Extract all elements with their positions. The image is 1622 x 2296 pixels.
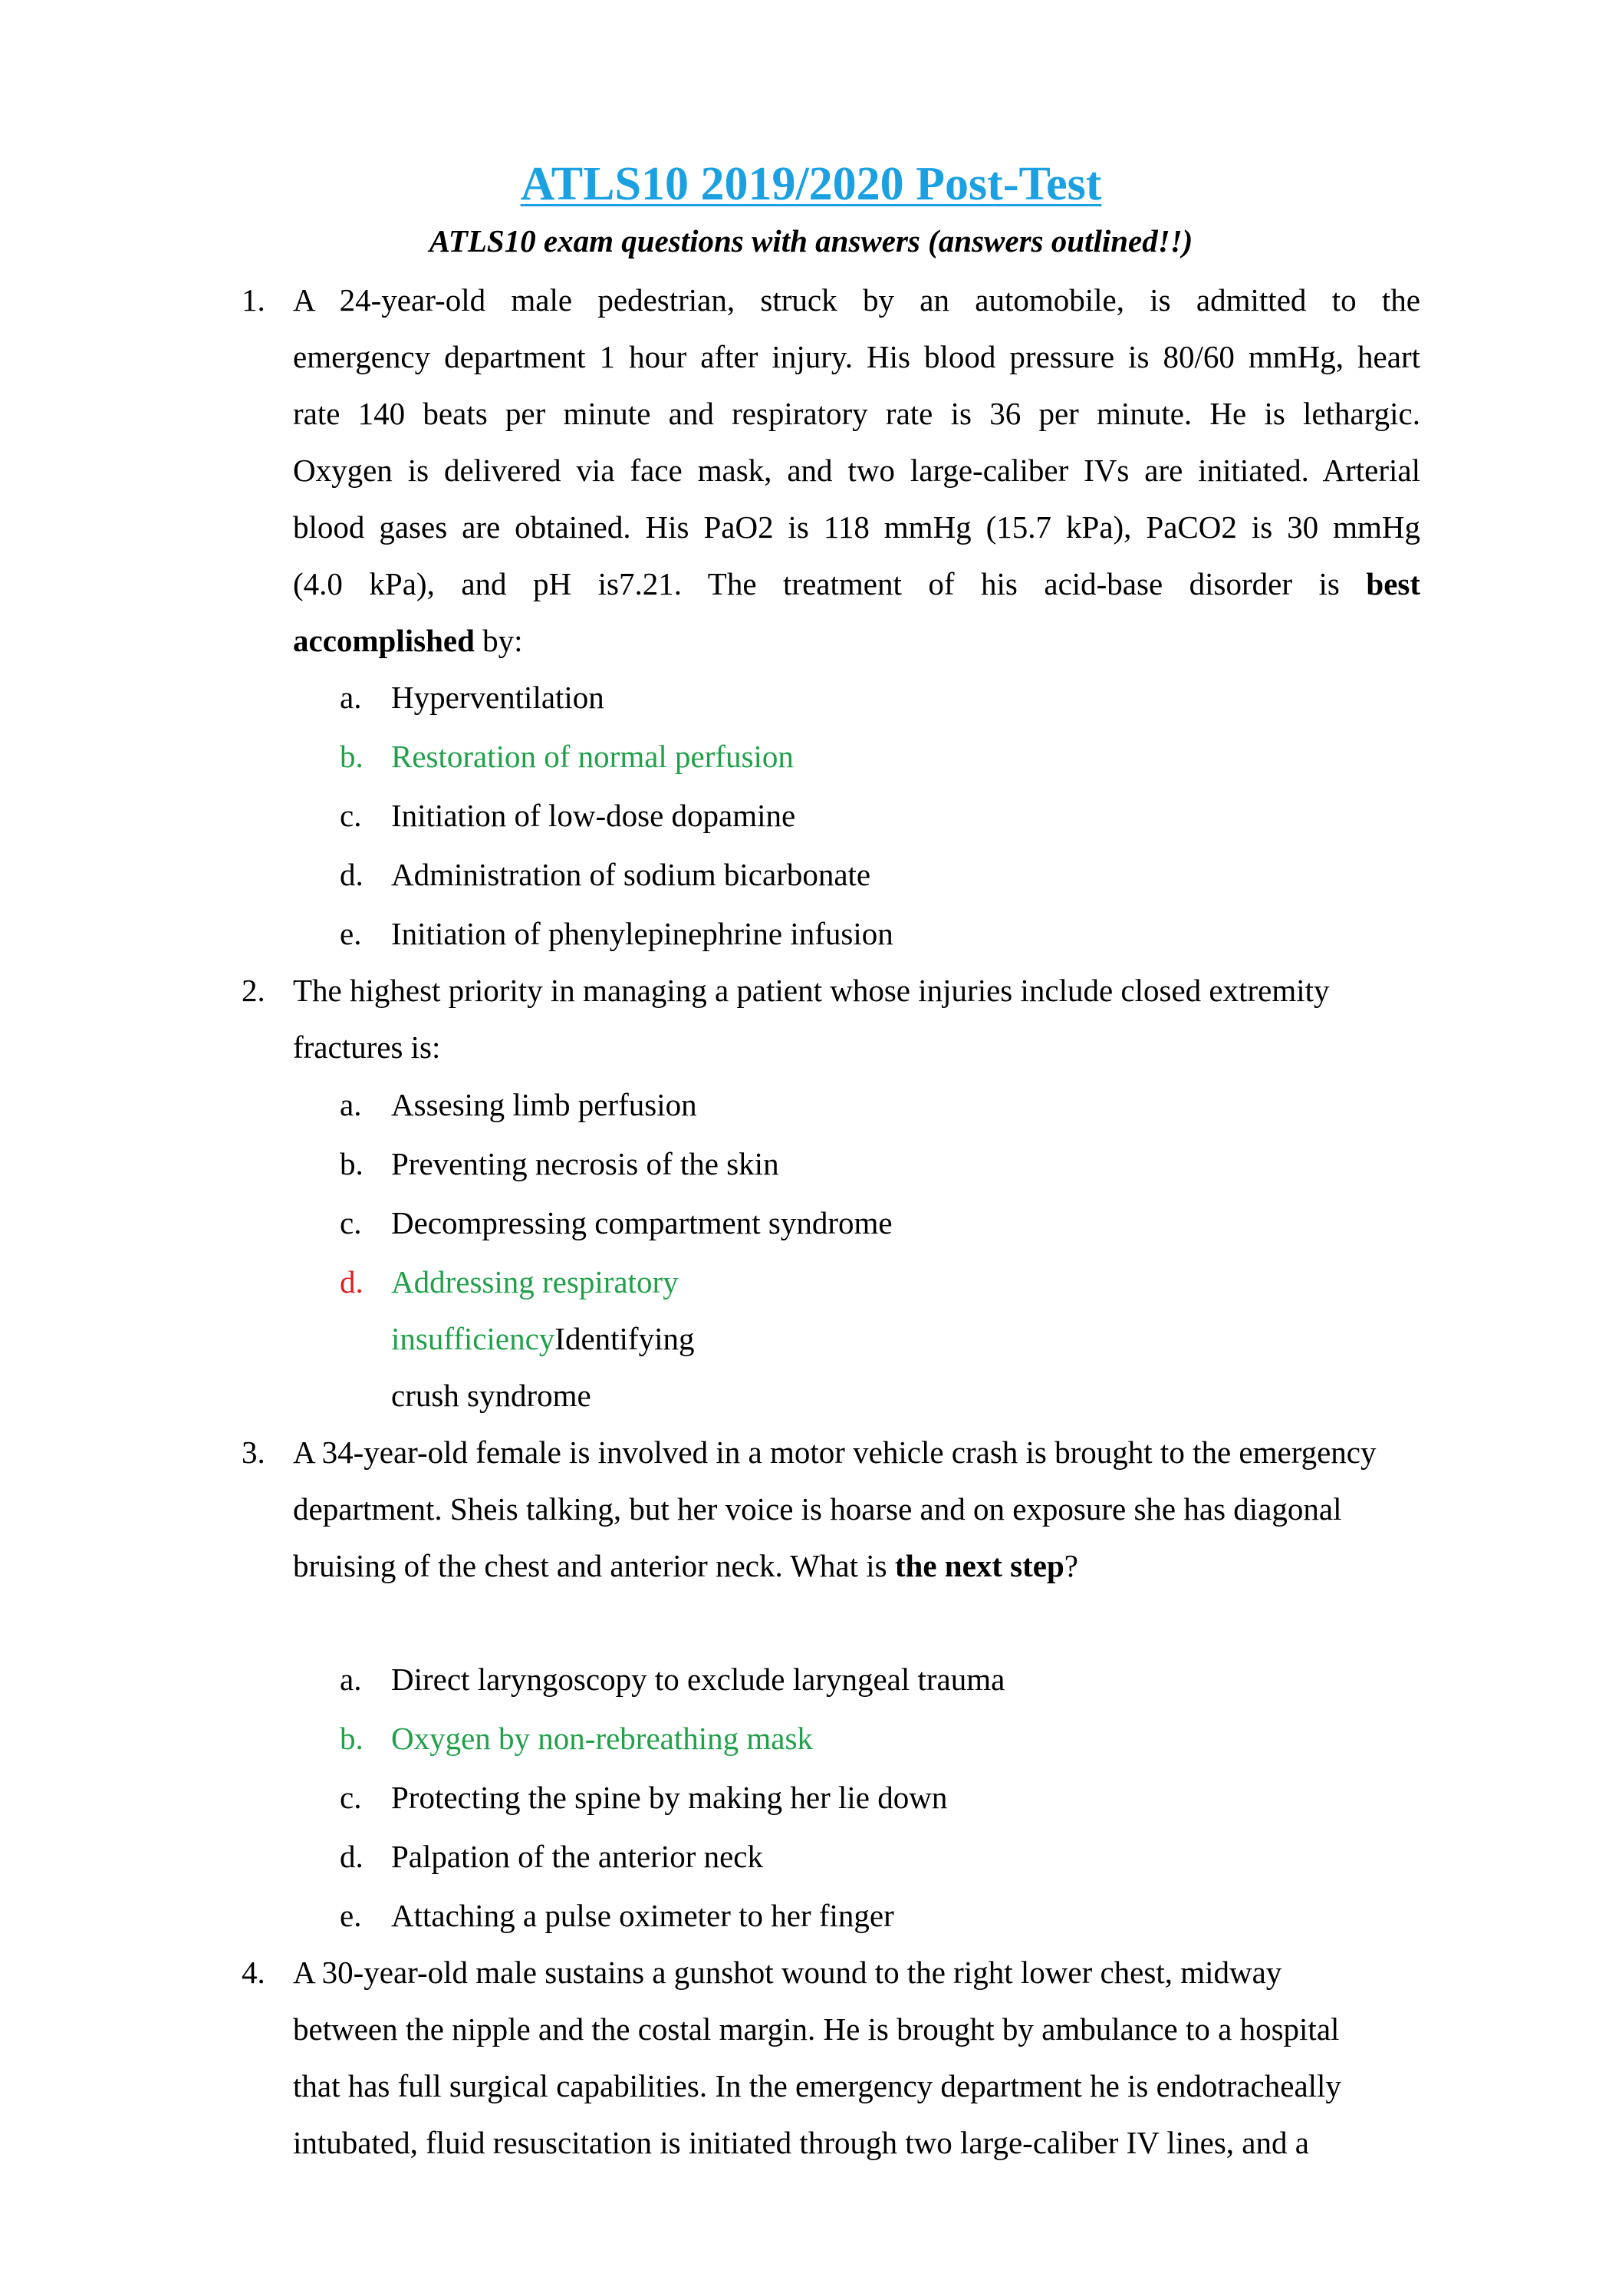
question-3-text: A 34-year-old female is involved in a motor vehicle crash is brought to the emergency department. Sheis talking, but her voice is hoarse and on exposure she has diagonal bruising of the chest and anterior neck. What is the next step? xyxy=(293,1435,1377,1583)
question-4-number: 4. xyxy=(242,1955,265,1990)
question-4-text: A 30-year-old male sustains a gunshot wound to the right lower chest, midway between the nipple and the costal margin. He is brought by ambulance to a hospital that has full surgical capabilities. In the emergency department he is endotracheally intubated, fluid resuscitation is initiated through two large-caliber IV lines, and a xyxy=(293,1955,1341,2160)
question-2-text: The highest priority in managing a patient whose injuries include closed extremity fractures is: xyxy=(293,973,1330,1065)
document-title: ATLS10 2019/2020 Post-Test xyxy=(520,158,1102,210)
document-page: ATLS10 2019/2020 Post-Test ATLS10 exam questions with answers (answers outlined!!) 1. A 24-year-old male pedestrian, struck by an automobile, is admitted to the emergency department 1 hour after injury. His blood pressure is 80/60 mmHg, heart rate 140 beats per minute and respiratory rate is 36 per minute. He is lethargic. Oxygen is delivered via face mask, and two large-caliber IVs are initiated. Arterial blood gases are obtained. His PaO2 is 118 mmHg (15.7 kPa), PaCO2 is 30 mmHg (4.0 kPa), and pH is7.21. The treatment of his acid-base disorder is best accomplished by: a. Hyperventilation b. Restoration of normal perfusion c. Initiation of low-dose dopamine d. Administration of sodium bicarbonate e. Initiation of phenylepinephrine infusion 2. The highest priority in managing a patient whose injuries include closed extremity fractures is: a. Assesing limb perfusion b. Preventing necrosis of the skin c. Decompressing compartment syndrome d. Addressing respiratory insufficiencyIdentifying crush syndrome 3. A 34-year-old female is involved in a motor vehicle crash is brought to the emergency department. Sheis talking, but her voice is hoarse and on exposure she has diagonal bruising of the chest and anterior neck. What is the next step? a. Direct laryngoscopy to exclude laryngeal trauma b. Oxygen by non-rebreathing mask c. Protecting the spine by making her lie down d. Palpation of the anterior neck e. Attaching a pulse oximeter to her finger 4. A 30-year-old male sustains a gunshot wound to the right lower chest, midway between the nipple and the costal margin. He is brought by ambulance to a hospital that has full surgical capabilities. In the emergency department he is endotracheally intubated, fluid resuscitation is initiated through two large-caliber IV lines, and a xyxy=(0,0,1622,2296)
question-1-number: 1. xyxy=(242,282,265,318)
document-subtitle: ATLS10 exam questions with answers (answers outlined!!) xyxy=(429,223,1193,259)
question-1-text: A 24-year-old male pedestrian, struck by an automobile, is admitted to the emergency department 1 hour after injury. His blood pressure is 80/60 mmHg, heart rate 140 beats per minute and respiratory rate is 36 per minute. He is lethargic. Oxygen is delivered via face mask, and two large-caliber IVs are initiated. Arterial blood gases are obtained. His PaO2 is 118 mmHg (15.7 kPa), PaCO2 is 30 mmHg (4.0 kPa), and pH is7.21. The treatment of his acid-base disorder is best accomplished by: xyxy=(293,282,1421,658)
question-3-number: 3. xyxy=(242,1435,265,1470)
question-2-number: 2. xyxy=(242,973,265,1008)
